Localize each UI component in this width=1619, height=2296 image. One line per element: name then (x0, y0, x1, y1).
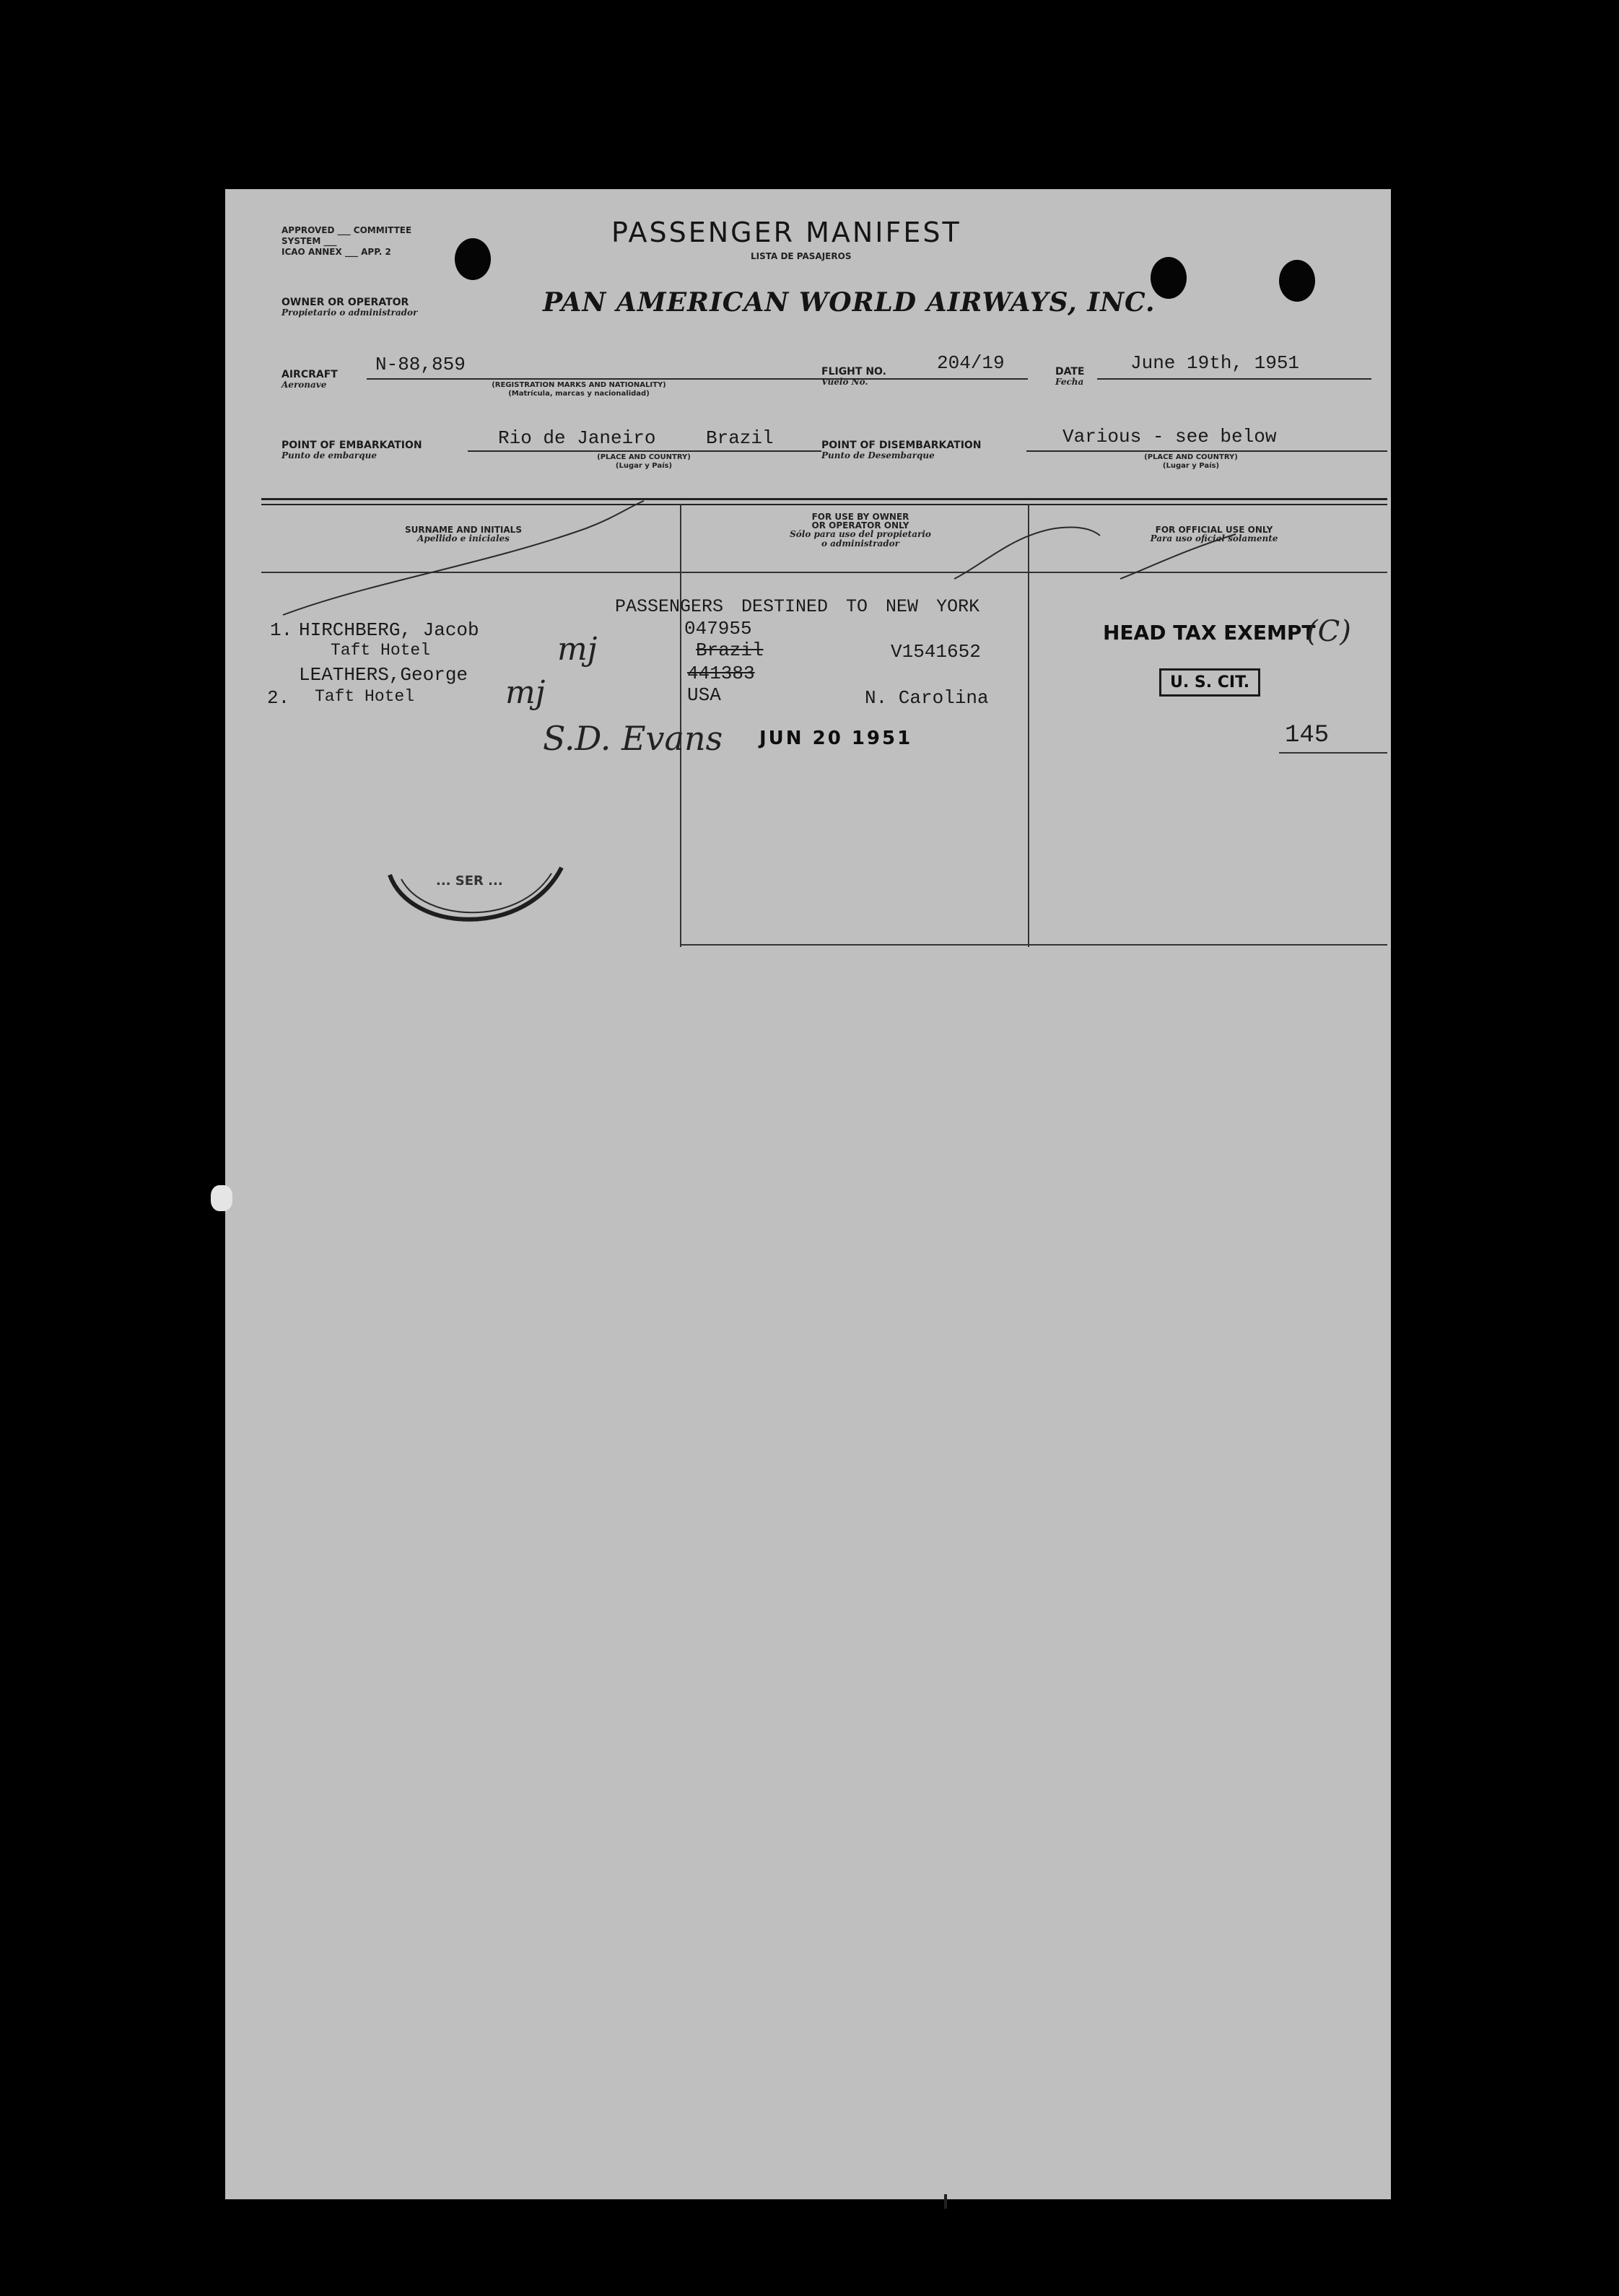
disembarkation-label-es: Punto de Desembarque (821, 450, 935, 460)
row2-address: Taft Hotel (315, 687, 415, 706)
date-value: June 19th, 1951 (1130, 352, 1300, 374)
paper-speck (211, 1185, 232, 1211)
aircraft-label-es: Aeronave (282, 380, 327, 390)
embarkation-country: Brazil (706, 427, 774, 449)
seal-stamp (381, 853, 569, 969)
binding-mark (944, 2194, 947, 2209)
seal-arc (381, 853, 569, 969)
row2-official-stamp: U. S. CIT. (1159, 668, 1260, 697)
row1-name: HIRCHBERG, Jacob (299, 619, 479, 641)
aircraft-value: N-88,859 (375, 354, 466, 375)
date-label: DATE (1055, 366, 1085, 377)
aircraft-note: (REGISTRATION MARKS AND NATIONALITY) (Matrícula, marcas y nacionalidad) (492, 381, 666, 398)
row2-country: USA (687, 684, 721, 706)
owner-value: PAN AMERICAN WORLD AIRWAYS, INC. (543, 287, 1156, 318)
embarkation-label-es: Punto de embarque (282, 450, 377, 460)
embarkation-label: POINT OF EMBARKATION (282, 440, 422, 451)
disembarkation-note: (PLACE AND COUNTRY) (Lugar y País) (1144, 453, 1238, 470)
row1-official-note: (C) (1306, 615, 1351, 648)
seal-text: ... SER ... (436, 873, 503, 889)
aircraft-label: AIRCRAFT (282, 369, 338, 380)
date-stamp: JUN 20 1951 (759, 728, 913, 749)
row1-initials: mj (557, 631, 598, 668)
table-bottom-rule (681, 944, 1387, 946)
approval-note: APPROVED ___ COMMITTEE SYSTEM ___ ICAO ANNEX ___ APP. 2 (282, 225, 412, 257)
date-label-es: Fecha (1055, 377, 1084, 387)
section-heading: PASSENGERS DESTINED TO NEW YORK (615, 596, 980, 617)
row2-visa: N. Carolina (865, 687, 989, 709)
row2-num: 2. (267, 687, 290, 709)
manifest-sheet (225, 189, 1391, 2199)
row1-visa: V1541652 (891, 641, 981, 663)
row1-country: Brazil (696, 640, 764, 661)
row2-name: LEATHERS,George (299, 664, 468, 686)
disembarkation-value: Various - see below (1062, 426, 1277, 448)
row1-address: Taft Hotel (331, 641, 431, 660)
row1-code: 047955 (684, 618, 752, 640)
owner-label-es: Propietario o administrador (282, 307, 418, 318)
row2-initials: mj (505, 674, 546, 711)
row1-official-stamp: HEAD TAX EXEMPT (1103, 621, 1316, 645)
signature: S.D. Evans (543, 719, 723, 758)
page-title: PASSENGER MANIFEST (611, 217, 961, 248)
embarkation-city: Rio de Janeiro (498, 427, 656, 449)
row2-code: 441383 (687, 663, 755, 684)
col-owner-header: FOR USE BY OWNER OR OPERATOR ONLY Sólo para uso del propietario o administrador (790, 512, 931, 549)
row1-num: 1. (270, 619, 293, 641)
owner-label: OWNER OR OPERATOR (282, 297, 409, 308)
disembarkation-label: POINT OF DISEMBARKATION (821, 440, 982, 451)
page-count: 145 (1285, 722, 1330, 749)
page-subtitle: LISTA DE PASAJEROS (751, 251, 852, 261)
check-strokes (225, 189, 1391, 622)
flight-label: FLIGHT NO. (821, 366, 886, 377)
col-surname-header: SURNAME AND INITIALS Apellido e iniciales (405, 525, 522, 544)
col-official-header: FOR OFFICIAL USE ONLY Para uso oficial solamente (1150, 525, 1278, 544)
flight-value: 204/19 (937, 352, 1005, 374)
flight-label-es: Vuelo No. (821, 377, 868, 387)
page-count-line (1279, 752, 1387, 754)
embarkation-note: (PLACE AND COUNTRY) (Lugar y País) (597, 453, 691, 470)
